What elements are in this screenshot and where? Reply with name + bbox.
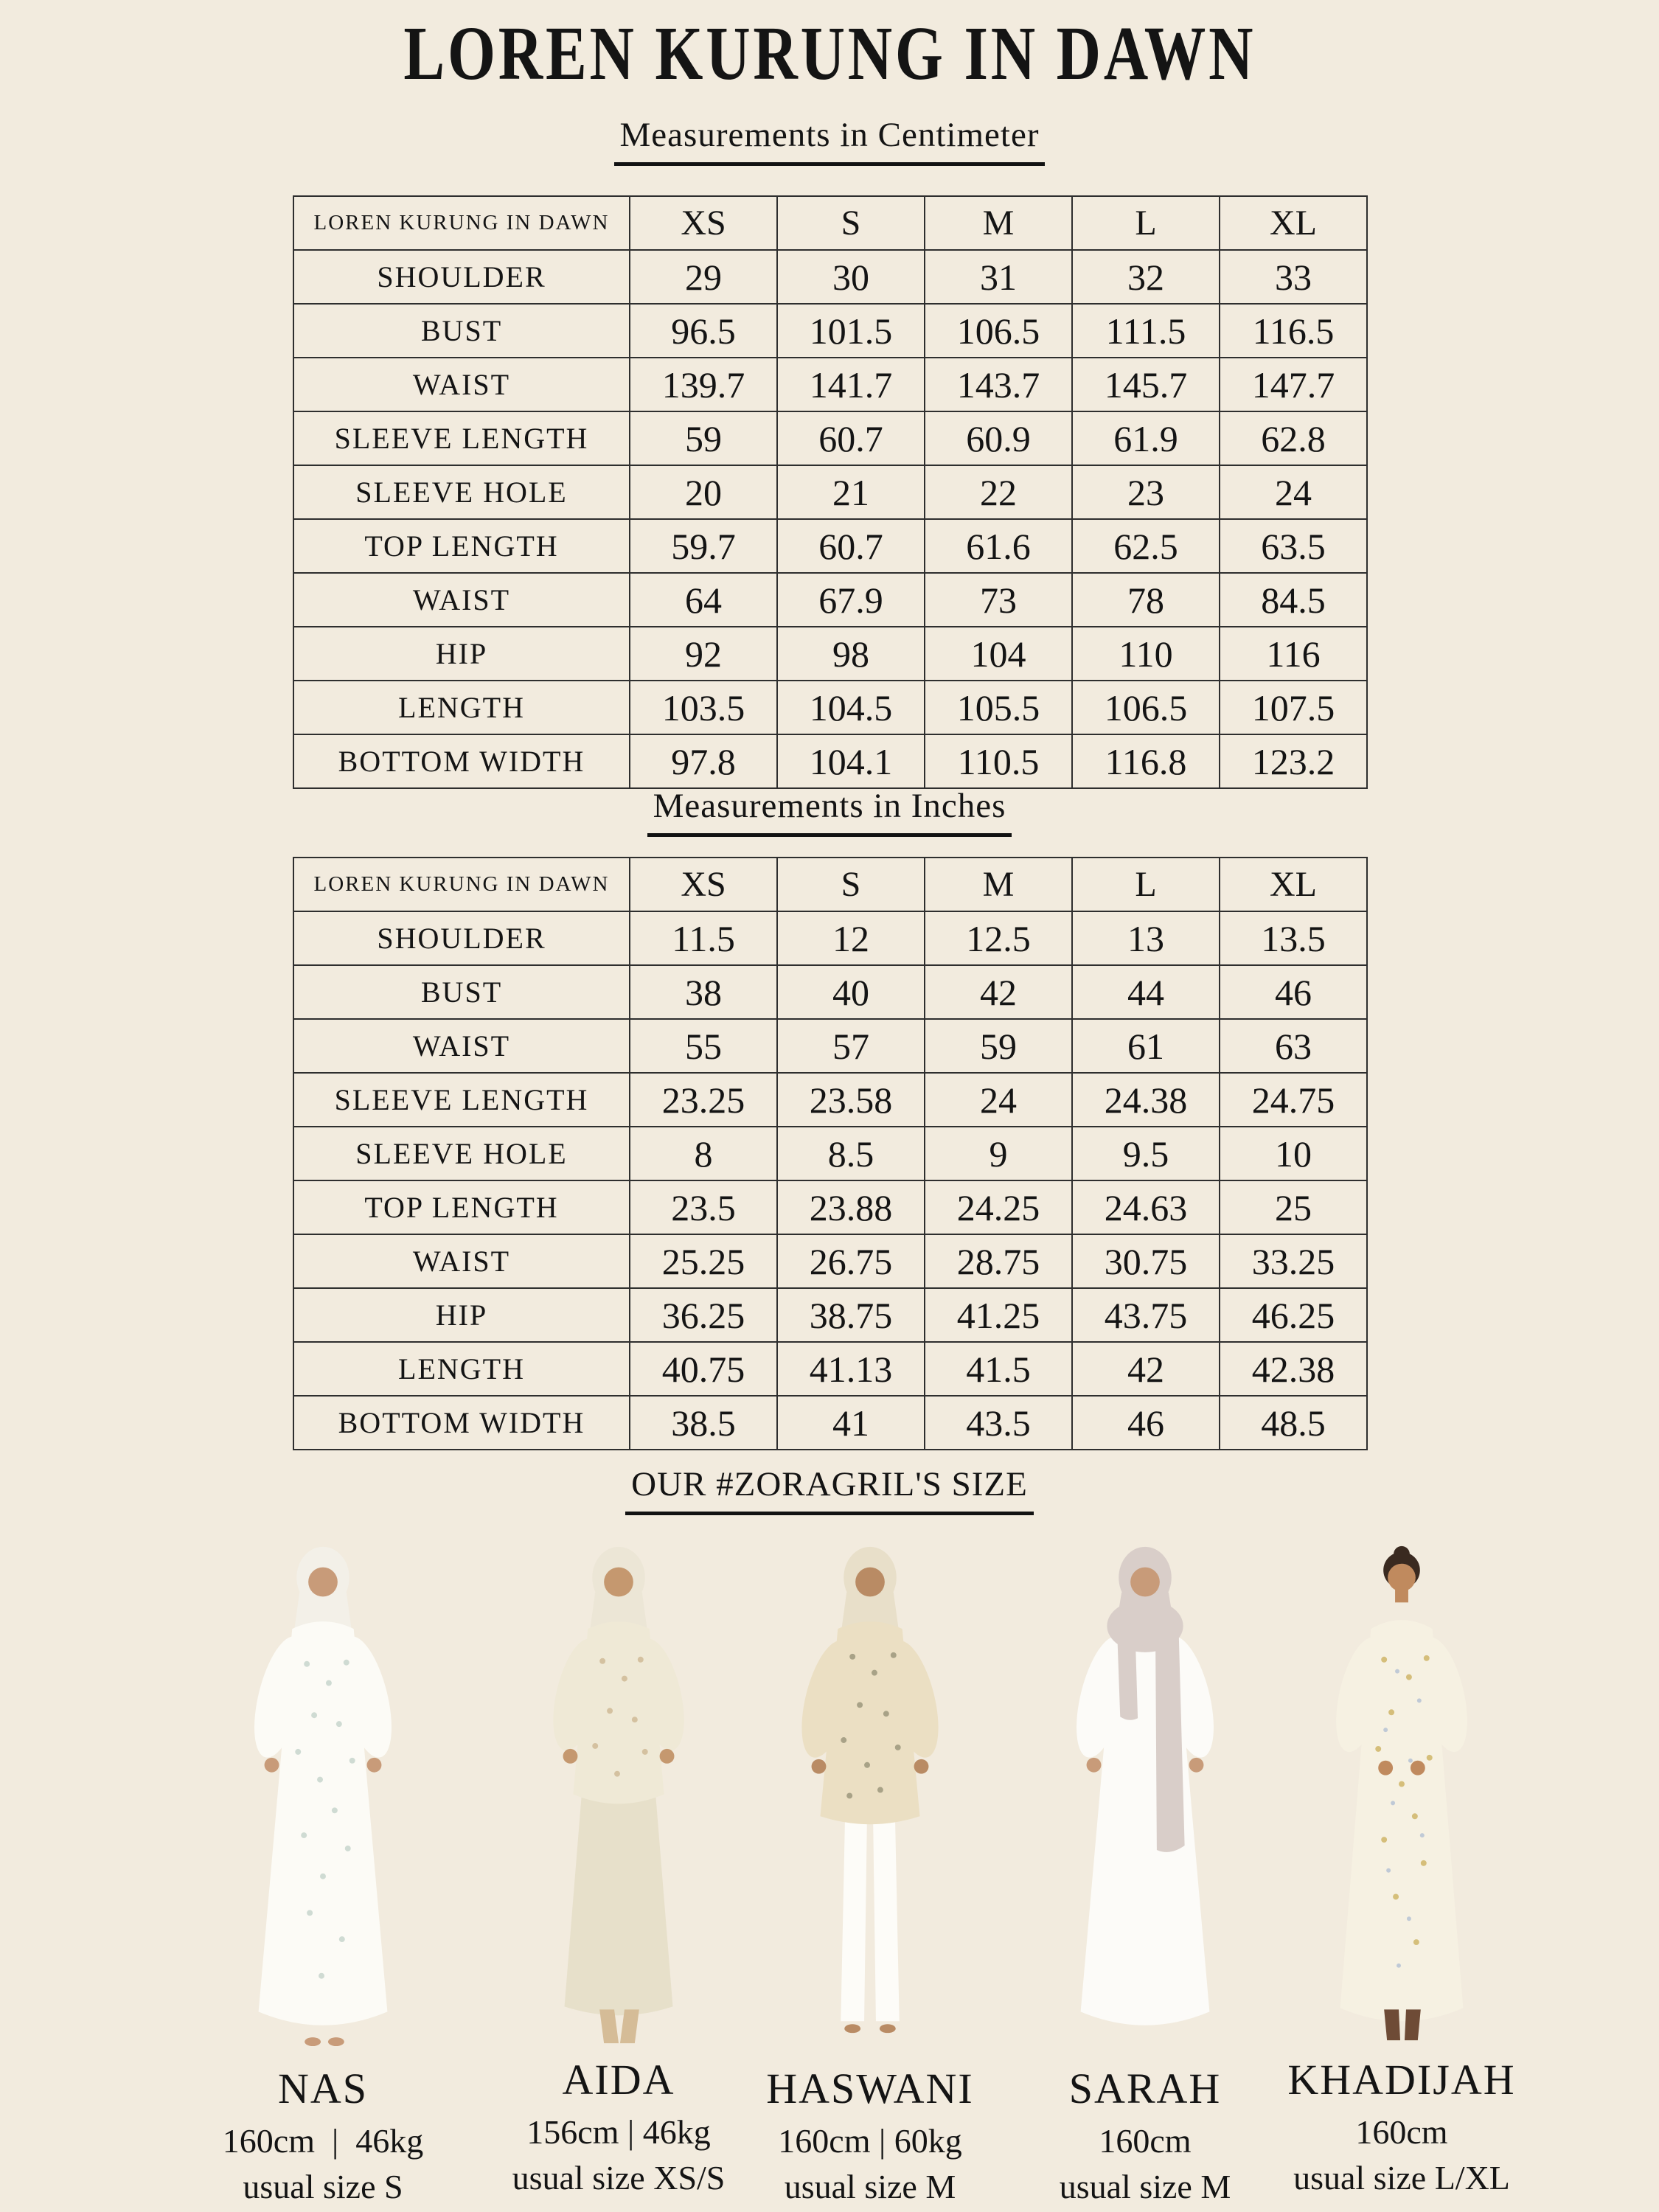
measurement-value: 59.7 — [630, 519, 777, 573]
measurement-value: 30.75 — [1072, 1234, 1220, 1288]
table-corner-label: LOREN KURUNG IN DAWN — [293, 858, 630, 911]
model-usual-size: usual size M — [784, 2168, 956, 2206]
measurement-value: 105.5 — [925, 681, 1072, 734]
measurement-value: 24 — [925, 1073, 1072, 1127]
model-card-nas — [153, 1532, 493, 2206]
measurement-label: BUST — [293, 965, 630, 1019]
measurement-value: 23.25 — [630, 1073, 777, 1127]
table-row — [293, 1127, 1367, 1180]
measurement-value: 12.5 — [925, 911, 1072, 965]
measurement-value: 73 — [925, 573, 1072, 627]
size-column-header: XS — [630, 858, 777, 911]
models-row — [0, 1532, 1659, 2211]
measurement-value: 46 — [1220, 965, 1367, 1019]
size-column-header: L — [1072, 196, 1220, 250]
measurement-value: 23.58 — [777, 1073, 925, 1127]
measurement-value: 26.75 — [777, 1234, 925, 1288]
measurement-value: 36.25 — [630, 1288, 777, 1342]
measurement-value: 107.5 — [1220, 681, 1367, 734]
measurement-value: 8 — [630, 1127, 777, 1180]
measurement-value: 30 — [777, 250, 925, 304]
measurement-value: 25.25 — [630, 1234, 777, 1288]
measurement-value: 64 — [630, 573, 777, 627]
size-column-header: XL — [1220, 858, 1367, 911]
measurement-value: 60.7 — [777, 411, 925, 465]
measurement-value: 60.7 — [777, 519, 925, 573]
measurement-value: 55 — [630, 1019, 777, 1073]
measurement-value: 59 — [630, 411, 777, 465]
measurement-label: SLEEVE HOLE — [293, 465, 630, 519]
measurement-value: 38.75 — [777, 1288, 925, 1342]
model-usual-size: usual size S — [243, 2168, 403, 2206]
measurement-value: 12 — [777, 911, 925, 965]
measurement-value: 139.7 — [630, 358, 777, 411]
measurement-value: 46 — [1072, 1396, 1220, 1450]
measurement-value: 43.75 — [1072, 1288, 1220, 1342]
table-row — [293, 911, 1367, 965]
measurement-value: 38 — [630, 965, 777, 1019]
measurement-value: 24 — [1220, 465, 1367, 519]
measurement-value: 104 — [925, 627, 1072, 681]
measurement-value: 63 — [1220, 1019, 1367, 1073]
measurement-label: SLEEVE LENGTH — [293, 1073, 630, 1127]
table-row — [293, 358, 1367, 411]
measurement-value: 57 — [777, 1019, 925, 1073]
measurement-value: 23.5 — [630, 1180, 777, 1234]
measurement-value: 25 — [1220, 1180, 1367, 1234]
measurement-value: 13.5 — [1220, 911, 1367, 965]
model-name: NAS — [277, 2065, 369, 2112]
measurement-value: 46.25 — [1220, 1288, 1367, 1342]
measurement-value: 41.13 — [777, 1342, 925, 1396]
measurement-value: 11.5 — [630, 911, 777, 965]
model-stats: 156cm | 46kg — [526, 2112, 711, 2151]
measurement-value: 98 — [777, 627, 925, 681]
measurement-label: SHOULDER — [293, 250, 630, 304]
measurement-label: LENGTH — [293, 681, 630, 734]
measurement-label: SHOULDER — [293, 911, 630, 965]
table-row — [293, 465, 1367, 519]
inch-measurements-table — [293, 857, 1368, 1450]
measurement-value: 28.75 — [925, 1234, 1072, 1288]
measurement-label: HIP — [293, 1288, 630, 1342]
table-row — [293, 681, 1367, 734]
model-photo-khadijah — [1291, 1532, 1512, 2052]
size-column-header: S — [777, 196, 925, 250]
measurement-value: 92 — [630, 627, 777, 681]
measurement-value: 62.5 — [1072, 519, 1220, 573]
measurement-value: 24.63 — [1072, 1180, 1220, 1234]
measurement-value: 141.7 — [777, 358, 925, 411]
measurement-value: 110 — [1072, 627, 1220, 681]
measurement-value: 23 — [1072, 465, 1220, 519]
measurement-label: WAIST — [293, 573, 630, 627]
model-stats: 160cm — [1355, 2112, 1448, 2151]
table-row — [293, 1019, 1367, 1073]
measurement-value: 106.5 — [925, 304, 1072, 358]
measurement-value: 41 — [777, 1396, 925, 1450]
model-photo-sarah — [1034, 1532, 1256, 2052]
measurement-value: 24.25 — [925, 1180, 1072, 1234]
measurement-value: 33 — [1220, 250, 1367, 304]
table-corner-label: LOREN KURUNG IN DAWN — [293, 196, 630, 250]
table-row — [293, 519, 1367, 573]
model-photo-haswani — [759, 1532, 981, 2052]
measurement-value: 97.8 — [630, 734, 777, 788]
table-row — [293, 1073, 1367, 1127]
measurement-value: 116.5 — [1220, 304, 1367, 358]
measurement-value: 9.5 — [1072, 1127, 1220, 1180]
measurement-value: 41.25 — [925, 1288, 1072, 1342]
measurement-value: 110.5 — [925, 734, 1072, 788]
table-header-row — [293, 858, 1367, 911]
measurement-value: 84.5 — [1220, 573, 1367, 627]
model-stats: 160cm | 46kg — [222, 2121, 424, 2160]
measurement-value: 96.5 — [630, 304, 777, 358]
measurement-value: 41.5 — [925, 1342, 1072, 1396]
model-name: KHADIJAH — [1287, 2056, 1516, 2104]
measurement-value: 22 — [925, 465, 1072, 519]
model-usual-size: usual size M — [1059, 2168, 1231, 2206]
measurement-value: 106.5 — [1072, 681, 1220, 734]
table-header-row — [293, 196, 1367, 250]
measurement-value: 123.2 — [1220, 734, 1367, 788]
measurement-value: 31 — [925, 250, 1072, 304]
measurement-value: 145.7 — [1072, 358, 1220, 411]
measurement-value: 44 — [1072, 965, 1220, 1019]
measurement-label: WAIST — [293, 1234, 630, 1288]
measurement-value: 21 — [777, 465, 925, 519]
measurement-value: 32 — [1072, 250, 1220, 304]
measurement-value: 42.38 — [1220, 1342, 1367, 1396]
size-column-header: M — [925, 196, 1072, 250]
table-row — [293, 1288, 1367, 1342]
model-name: HASWANI — [766, 2065, 974, 2112]
measurement-value: 61.9 — [1072, 411, 1220, 465]
measurement-value: 40 — [777, 965, 925, 1019]
size-column-header: XL — [1220, 196, 1367, 250]
measurement-value: 23.88 — [777, 1180, 925, 1234]
measurement-label: WAIST — [293, 358, 630, 411]
table-row — [293, 304, 1367, 358]
model-name: SARAH — [1068, 2065, 1222, 2112]
measurement-value: 116.8 — [1072, 734, 1220, 788]
measurement-value: 43.5 — [925, 1396, 1072, 1450]
measurement-label: BOTTOM WIDTH — [293, 734, 630, 788]
measurement-value: 103.5 — [630, 681, 777, 734]
measurement-label: WAIST — [293, 1019, 630, 1073]
measurement-value: 20 — [630, 465, 777, 519]
measurement-value: 101.5 — [777, 304, 925, 358]
cm-measurements-table — [293, 195, 1368, 789]
measurement-value: 143.7 — [925, 358, 1072, 411]
measurement-value: 78 — [1072, 573, 1220, 627]
measurement-value: 59 — [925, 1019, 1072, 1073]
measurement-value: 63.5 — [1220, 519, 1367, 573]
size-column-header: XS — [630, 196, 777, 250]
measurement-value: 60.9 — [925, 411, 1072, 465]
model-usual-size: usual size XS/S — [512, 2159, 726, 2197]
measurement-value: 104.5 — [777, 681, 925, 734]
model-name: AIDA — [562, 2056, 675, 2104]
measurement-label: TOP LENGTH — [293, 1180, 630, 1234]
size-column-header: S — [777, 858, 925, 911]
measurement-label: SLEEVE HOLE — [293, 1127, 630, 1180]
table-row — [293, 627, 1367, 681]
measurement-value: 40.75 — [630, 1342, 777, 1396]
measurement-label: BUST — [293, 304, 630, 358]
measurement-label: SLEEVE LENGTH — [293, 411, 630, 465]
model-card-khadijah — [1232, 1532, 1571, 2197]
table-row — [293, 1396, 1367, 1450]
table-row — [293, 411, 1367, 465]
page-title — [0, 12, 1659, 97]
measurement-value: 116 — [1220, 627, 1367, 681]
centimeter-section-heading: Measurements in Centimeter — [0, 115, 1659, 166]
measurement-value: 62.8 — [1220, 411, 1367, 465]
model-usual-size: usual size L/XL — [1293, 2159, 1510, 2197]
measurement-label: TOP LENGTH — [293, 519, 630, 573]
table-row — [293, 965, 1367, 1019]
measurement-label: HIP — [293, 627, 630, 681]
table-row — [293, 1342, 1367, 1396]
measurement-value: 24.38 — [1072, 1073, 1220, 1127]
measurement-value: 24.75 — [1220, 1073, 1367, 1127]
model-stats: 160cm — [1099, 2121, 1192, 2160]
measurement-value: 104.1 — [777, 734, 925, 788]
models-section-heading: OUR #ZORAGRIL'S SIZE — [0, 1464, 1659, 1515]
measurement-value: 61 — [1072, 1019, 1220, 1073]
model-photo-aida — [508, 1532, 729, 2052]
measurement-value: 61.6 — [925, 519, 1072, 573]
size-column-header: L — [1072, 858, 1220, 911]
measurement-value: 8.5 — [777, 1127, 925, 1180]
measurement-value: 10 — [1220, 1127, 1367, 1180]
measurement-value: 38.5 — [630, 1396, 777, 1450]
size-column-header: M — [925, 858, 1072, 911]
inches-section-heading: Measurements in Inches — [0, 786, 1659, 837]
table-row — [293, 573, 1367, 627]
measurement-value: 111.5 — [1072, 304, 1220, 358]
measurement-value: 33.25 — [1220, 1234, 1367, 1288]
measurement-value: 48.5 — [1220, 1396, 1367, 1450]
table-row — [293, 250, 1367, 304]
measurement-value: 42 — [925, 965, 1072, 1019]
table-row — [293, 1180, 1367, 1234]
measurement-label: BOTTOM WIDTH — [293, 1396, 630, 1450]
measurement-value: 9 — [925, 1127, 1072, 1180]
measurement-value: 13 — [1072, 911, 1220, 965]
model-stats: 160cm | 60kg — [778, 2121, 962, 2160]
measurement-value: 42 — [1072, 1342, 1220, 1396]
measurement-value: 147.7 — [1220, 358, 1367, 411]
model-photo-nas — [212, 1532, 434, 2052]
measurement-label: LENGTH — [293, 1342, 630, 1396]
page-title-text: LOREN KURUNG IN DAWN — [403, 12, 1256, 97]
measurement-value: 29 — [630, 250, 777, 304]
table-row — [293, 734, 1367, 788]
table-row — [293, 1234, 1367, 1288]
measurement-value: 67.9 — [777, 573, 925, 627]
